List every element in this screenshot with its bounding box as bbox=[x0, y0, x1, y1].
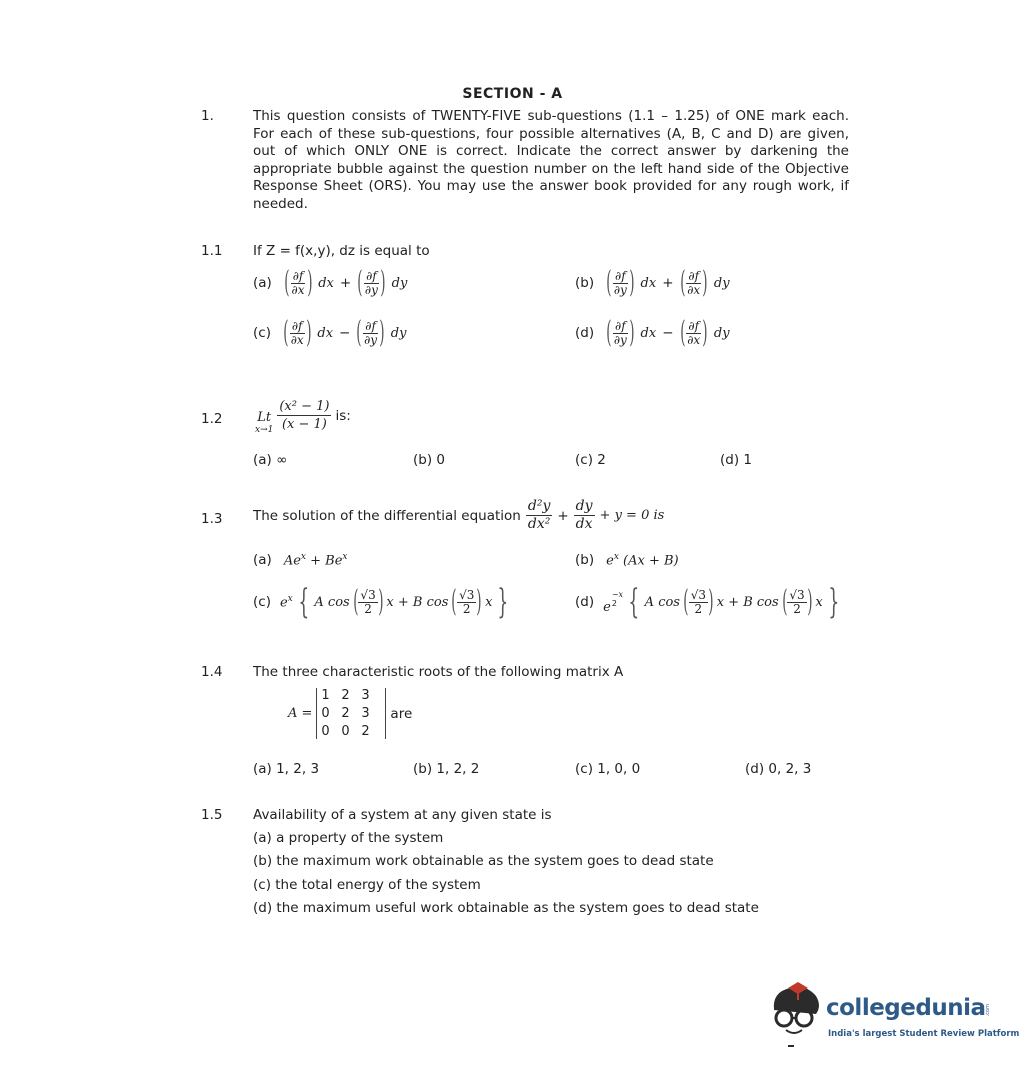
question-number: 1.2 bbox=[201, 411, 223, 427]
section-title: SECTION - A bbox=[462, 86, 563, 102]
denominator: 2 bbox=[364, 601, 372, 616]
option-d: (d) ( $\frac{\partial f}{\partial y}$ ) dx − ( $\frac{\partial f}{\partial x}$ ) dy bbox=[575, 315, 730, 350]
denominator: ∂y bbox=[613, 282, 627, 297]
matrix-a bbox=[316, 688, 386, 739]
question-stem: If Z = f(x,y), dz is equal to bbox=[253, 243, 430, 259]
question-number: 1.3 bbox=[201, 511, 223, 527]
option-label: (d) bbox=[575, 594, 595, 610]
exponent-denominator: 2 bbox=[611, 598, 617, 608]
denominator: dx² bbox=[527, 516, 551, 532]
option-label: (a) bbox=[253, 552, 272, 569]
option-a: (a) ∞ bbox=[253, 452, 288, 468]
option-b: (b) the maximum work obtainable as the system goes to dead state bbox=[253, 853, 714, 869]
collegedunia-mascot-icon bbox=[766, 980, 826, 1050]
numerator: (x² − 1) bbox=[279, 399, 330, 414]
question-stem-row bbox=[253, 498, 664, 533]
matrix-cell: 2 bbox=[361, 724, 370, 739]
option-label: (d) bbox=[575, 325, 595, 341]
matrix-cell: 0 bbox=[321, 706, 330, 721]
denominator: ∂y bbox=[364, 282, 378, 297]
numerator: dy bbox=[575, 498, 593, 514]
dx-term: dx bbox=[640, 275, 657, 291]
brand-tagline: India's largest Student Review Platform bbox=[828, 1029, 1020, 1039]
operator: + bbox=[662, 275, 674, 291]
matrix-expression bbox=[288, 688, 412, 739]
numerator: ∂f bbox=[291, 318, 303, 333]
matrix-cell: 2 bbox=[341, 706, 350, 721]
option-d: (d) the maximum useful work obtainable as the system goes to dead state bbox=[253, 900, 759, 916]
option-d: (d) 1 bbox=[720, 452, 752, 468]
equation-tail: + y = 0 is bbox=[599, 508, 665, 523]
option-d: (d) 0, 2, 3 bbox=[745, 761, 812, 777]
option-label: (a) bbox=[253, 275, 272, 291]
denominator: 2 bbox=[694, 601, 703, 616]
option-c: (c) ( $\frac{\partial f}{\partial x}$ ) dx − ( $\frac{\partial f}{\partial y}$ ) dy bbox=[253, 315, 407, 350]
numerator: √3 bbox=[789, 587, 805, 602]
denominator: 2 bbox=[462, 601, 471, 616]
numerator: ∂f bbox=[688, 268, 700, 283]
matrix-cell: 0 bbox=[321, 724, 330, 739]
numerator: ∂f bbox=[614, 268, 626, 283]
dx-term: dx bbox=[317, 325, 334, 341]
matrix-suffix: are bbox=[390, 705, 413, 722]
dy-term: dy bbox=[390, 325, 407, 341]
brand-name: collegedunia bbox=[826, 995, 986, 1021]
option-b: (b) 0 bbox=[413, 452, 445, 468]
exponent: x bbox=[613, 552, 619, 562]
matrix-cell: 2 bbox=[341, 688, 350, 703]
term: A cos bbox=[314, 594, 350, 610]
denominator: ∂x bbox=[291, 282, 305, 297]
operator: − bbox=[339, 325, 351, 341]
matrix-cell: 1 bbox=[321, 688, 330, 703]
option-c: (c) the total energy of the system bbox=[253, 877, 481, 893]
exponent: x bbox=[300, 552, 306, 562]
option-a: (a) a property of the system bbox=[253, 830, 444, 846]
instructions-text: This question consists of TWENTY-FIVE sub-questions (1.1 – 1.25) of ONE mark each. For each of these sub-questions, four possible alternatives (A, B, C and D) are given, out of which ONLY ONE is correct. Indicate the correct answer by darkening the appropriate bubble against the question number on the left hand side of the Objective Response Sheet (ORS). You may use the answer book provided for any rough work, if needed. bbox=[253, 108, 849, 212]
operator: + bbox=[339, 275, 352, 291]
question-stem: The solution of the differential equation bbox=[253, 507, 521, 524]
exponent-numerator: −x bbox=[611, 589, 624, 599]
limit-expression bbox=[255, 396, 351, 435]
numerator: ∂f bbox=[688, 318, 700, 333]
operator: + bbox=[557, 507, 569, 524]
denominator: 2 bbox=[793, 601, 801, 616]
numerator: d²y bbox=[527, 498, 551, 514]
question-stem: Availability of a system at any given state is bbox=[253, 807, 552, 823]
term: x bbox=[485, 594, 493, 610]
numerator: √3 bbox=[690, 587, 706, 602]
brand-domain: .com bbox=[985, 1004, 991, 1017]
option-b: (b) 1, 2, 2 bbox=[413, 761, 480, 777]
exponent: x bbox=[287, 593, 293, 604]
matrix-cell: 3 bbox=[361, 706, 370, 721]
term: (Ax + B) bbox=[623, 553, 679, 569]
limit-operator: Lt bbox=[257, 410, 272, 425]
option-label: (b) bbox=[575, 552, 595, 569]
operator: − bbox=[662, 325, 674, 341]
numerator: ∂f bbox=[614, 318, 626, 333]
option-b: (b) ( $\frac{\partial f}{\partial y}$ ) dx + ( $\frac{\partial f}{\partial x}$ ) dy bbox=[575, 265, 730, 300]
option-b bbox=[575, 552, 679, 568]
matrix-lhs: A = bbox=[288, 706, 313, 721]
limit-subscript: x→1 bbox=[255, 425, 274, 435]
matrix-cell: 0 bbox=[341, 724, 350, 739]
option-label: (c) bbox=[253, 594, 271, 610]
question-number: 1.1 bbox=[201, 243, 223, 259]
dy-term: dy bbox=[713, 275, 730, 291]
option-a bbox=[253, 552, 347, 568]
denominator: ∂x bbox=[290, 332, 304, 347]
option-a: (a) 1, 2, 3 bbox=[253, 761, 320, 777]
term: A cos bbox=[644, 594, 680, 610]
option-label: (c) bbox=[253, 325, 271, 341]
dy-term: dy bbox=[713, 325, 730, 341]
numerator: ∂f bbox=[365, 318, 376, 333]
term: Ae bbox=[283, 553, 301, 569]
numerator: ∂f bbox=[292, 268, 304, 283]
option-c: (c) 1, 0, 0 bbox=[575, 761, 641, 777]
term: e bbox=[606, 553, 614, 569]
dx-term: dx bbox=[640, 325, 657, 341]
denominator: dx bbox=[575, 516, 593, 532]
matrix-cell: 3 bbox=[361, 688, 370, 703]
option-c: (c) 2 bbox=[575, 452, 606, 468]
option-d: (d) e −x 2 { A cos ( $\frac{√3}{2}$ ) x + B cos ( $\frac{√3}{2}$ ) x } bbox=[575, 582, 839, 622]
denominator: ∂y bbox=[613, 332, 627, 347]
denominator: ∂x bbox=[687, 282, 701, 297]
denominator: ∂y bbox=[364, 332, 378, 347]
term: x + B cos bbox=[716, 594, 779, 610]
term: e bbox=[279, 595, 288, 611]
numerator: ∂f bbox=[366, 268, 377, 283]
option-a: (a) ( $\frac{\partial f}{\partial x}$ ) dx + ( $\frac{\partial f}{\partial y}$ ) dy bbox=[253, 265, 408, 300]
dy-term: dy bbox=[391, 275, 408, 291]
denominator: ∂x bbox=[687, 332, 701, 347]
question-number: 1.5 bbox=[201, 807, 223, 823]
option-c: (c) $e^x$ { A cos ( $\frac{√3}{2}$ ) x + B cos ( $\frac{√3}{2}$ ) x } bbox=[253, 582, 509, 622]
option-label: (b) bbox=[575, 275, 595, 291]
dx-term: dx bbox=[318, 275, 334, 291]
exponent: x bbox=[342, 552, 348, 562]
suffix: is: bbox=[335, 407, 351, 424]
question-stem: The three characteristic roots of the following matrix A bbox=[253, 664, 624, 680]
term: x + B cos bbox=[386, 594, 449, 610]
numerator: √3 bbox=[360, 587, 376, 602]
numerator: √3 bbox=[459, 587, 475, 602]
denominator: (x − 1) bbox=[281, 417, 327, 432]
term: + Be bbox=[310, 553, 343, 569]
term: x bbox=[815, 594, 823, 610]
term: e bbox=[603, 599, 611, 615]
question-number: 1.4 bbox=[201, 664, 223, 680]
question-number: 1. bbox=[201, 108, 214, 124]
